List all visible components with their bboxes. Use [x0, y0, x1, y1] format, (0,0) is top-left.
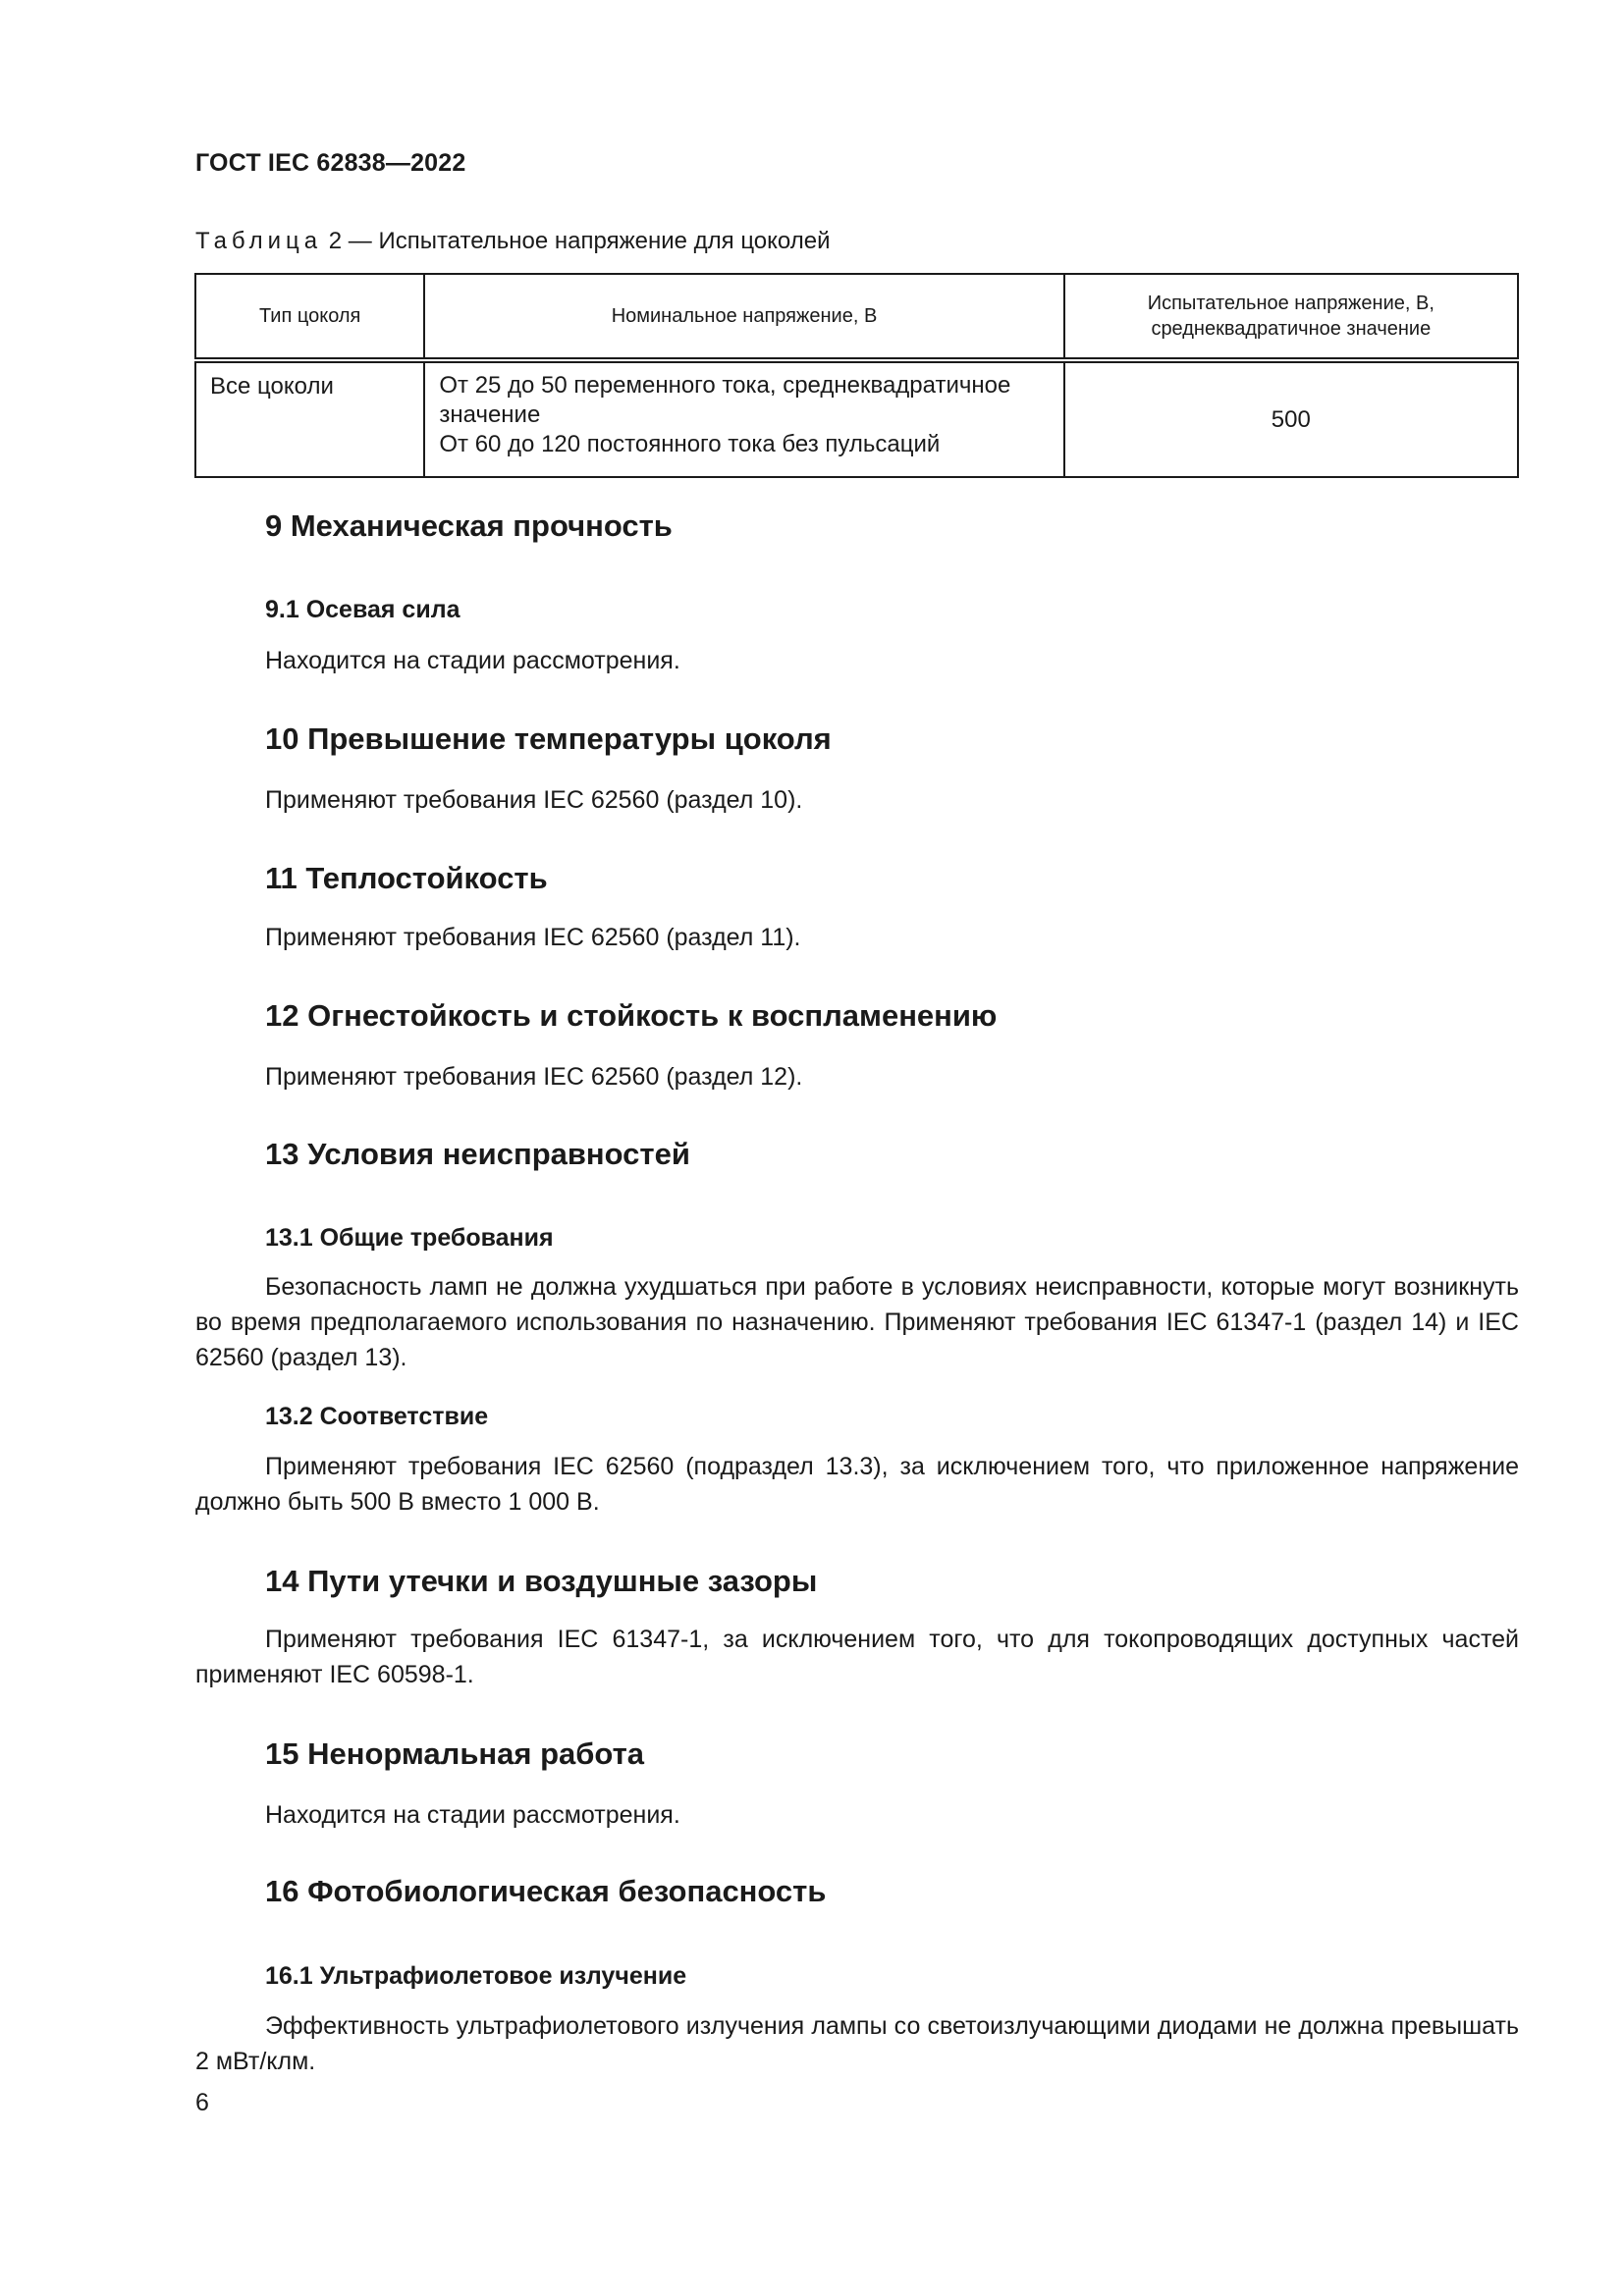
table-header-row [195, 274, 1518, 360]
paragraph-16-1: Эффективность ультрафиолетового излучения лампы со светоизлучающими диодами не должна превышать 2 мВт/клм. [195, 2012, 1519, 2075]
section-heading-14: 14 Пути утечки и воздушные зазоры [265, 1564, 818, 1598]
test-voltage-table [194, 273, 1519, 478]
subsection-heading-9-1: 9.1 Осевая сила [265, 596, 460, 623]
table-row [195, 360, 1518, 477]
column-header-test-voltage-text: Испытательное напряжение, В, среднеквадратичное значение [1147, 293, 1435, 340]
section-heading-16: 16 Фотобиологическая безопасность [265, 1874, 827, 1908]
section-heading-13: 13 Условия неисправностей [265, 1137, 690, 1171]
subsection-heading-16-1: 16.1 Ультрафиолетовое излучение [265, 1962, 687, 1990]
nominal-voltage-line: От 25 до 50 переменного тока, среднеквадратичное значение [439, 372, 1011, 428]
column-header-nominal-voltage: Номинальное напряжение, В [424, 274, 1063, 360]
document-header: ГОСТ IEC 62838—2022 [195, 149, 466, 177]
paragraph-13-2: Применяют требования IEC 62560 (подраздел 13.3), за исключением того, что приложенное напряжение должно быть 500 В вместо 1 000 В. [195, 1453, 1519, 1516]
paragraph-11: Применяют требования IEC 62560 (раздел 11). [265, 924, 801, 951]
column-header-test-voltage [1064, 274, 1518, 360]
section-heading-15: 15 Ненормальная работа [265, 1736, 645, 1771]
paragraph-15: Находится на стадии рассмотрения. [265, 1801, 680, 1829]
cell-nominal-voltage [424, 360, 1063, 477]
table-caption-label: Таблица [195, 228, 323, 254]
paragraph-13-1: Безопасность ламп не должна ухудшаться при работе в условиях неисправности, которые могут возникнуть во время предполагаемого использования по назначению. Применяют требования IEC 61347-1 (раздел 14) и IEC 62560 (раздел 13). [195, 1273, 1519, 1371]
cell-base-type: Все цоколи [195, 360, 424, 477]
page-number: 6 [195, 2089, 209, 2116]
table-caption-title: 2 — Испытательное напряжение для цоколей [322, 228, 831, 254]
paragraph-12: Применяют требования IEC 62560 (раздел 12). [265, 1063, 803, 1091]
column-header-base-type: Тип цоколя [195, 274, 424, 360]
nominal-voltage-line: От 60 до 120 постоянного тока без пульсаций [439, 431, 941, 457]
section-heading-11: 11 Теплостойкость [265, 861, 548, 895]
section-heading-10: 10 Превышение температуры цоколя [265, 721, 832, 756]
table-caption [195, 228, 831, 255]
paragraph-9-1: Находится на стадии рассмотрения. [265, 647, 680, 674]
cell-test-voltage: 500 [1064, 360, 1518, 477]
subsection-heading-13-2: 13.2 Соответствие [265, 1403, 489, 1430]
section-heading-12: 12 Огнестойкость и стойкость к воспламенению [265, 998, 998, 1033]
paragraph-14: Применяют требования IEC 61347-1, за исключением того, что для токопроводящих доступных частей применяют IEC 60598-1. [195, 1626, 1519, 1688]
subsection-heading-13-1: 13.1 Общие требования [265, 1224, 554, 1252]
section-heading-9: 9 Механическая прочность [265, 508, 673, 543]
paragraph-10: Применяют требования IEC 62560 (раздел 10). [265, 786, 803, 814]
